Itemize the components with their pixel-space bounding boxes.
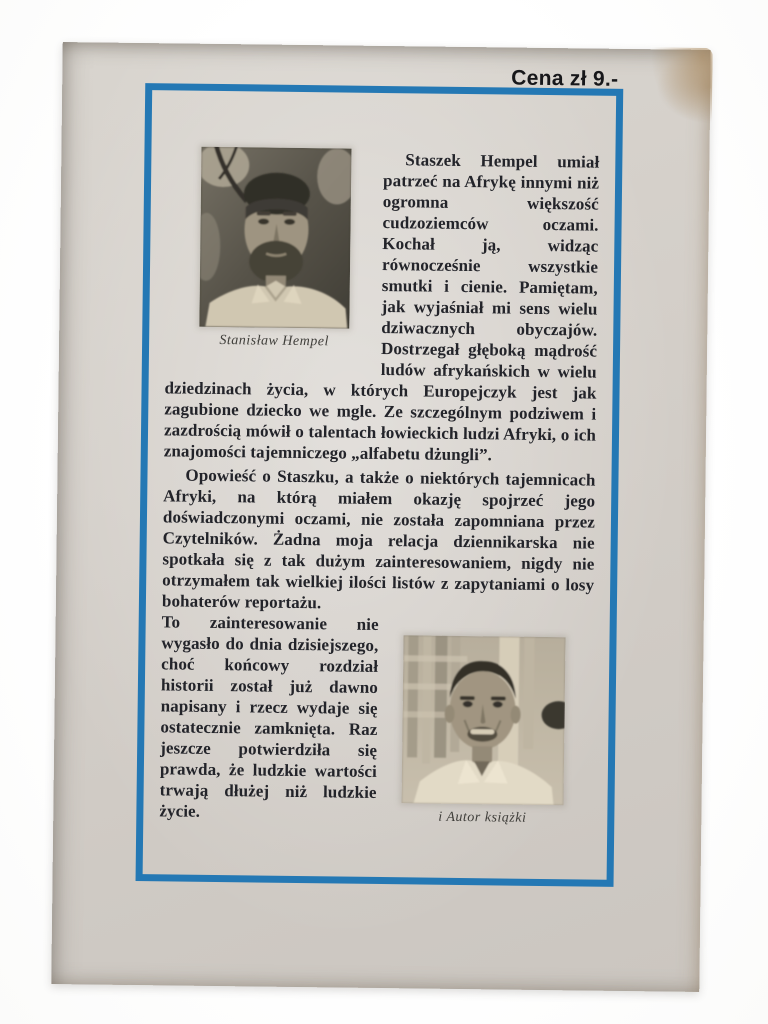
book-back-cover xyxy=(51,42,710,992)
paragraph-2: Opowieść o Staszku, a także o niektórych tajemnicach Afryki, na którą miałem okazję spojrzeć jego doświadczonymi oczami, nie została zapomniana przez Czytelników. Żadna moja relacja dziennikarska nie spotkała się z tak dużym zainteresowaniem, nigdy nie otrzymałem tak wielkiej ilości listów z zapytaniami o losy bohaterów reportażu. xyxy=(161,465,596,613)
paragraph-1: Staszek Hempel umiał patrzeć na Afrykę innymi niż ogromna większość cudzoziemców oczami. Kochał ją, widząc równocześnie wszystkie smutki i cienie. Pamiętam, jak wyjaśniał mi sens wielu dziwacznych obyczajów. Dostrzegał głęboką mądrość ludów afrykańskich w wielu dziedzinach życia, w których Europejczyk jest jak zagubione dziecko we mgle. Ze szczególnym podziwem i zazdrością mówił o talentach łowieckich ludzi Afryki, o ich znajomości tajemniczego „alfabetu dżungli”. xyxy=(163,150,600,465)
cover-text-block xyxy=(143,90,617,880)
author-portrait-photo xyxy=(402,635,566,805)
blue-border-frame xyxy=(136,83,624,887)
worn-corner-mark xyxy=(642,47,713,134)
price-label: Cena zł 9.- xyxy=(511,66,619,91)
paragraph-3: To zainteresowanie nie wygasło do dnia dzisiejszego, choć końcowy rozdział historii został już dawno napisany i rzecz wydaje się ostatecznie zamknięta. Raz jeszcze potwierdziła się prawda, że ludzkie wartości trwają dłużej niż ludzkie życie. xyxy=(159,612,379,821)
photo-caption-hempel: Stanisław Hempel xyxy=(219,333,329,350)
hempel-portrait-photo xyxy=(199,147,351,329)
photo-caption-author: i Autor książki xyxy=(438,809,527,826)
photo-figure-hempel xyxy=(199,147,351,351)
photo-figure-author xyxy=(401,635,565,827)
